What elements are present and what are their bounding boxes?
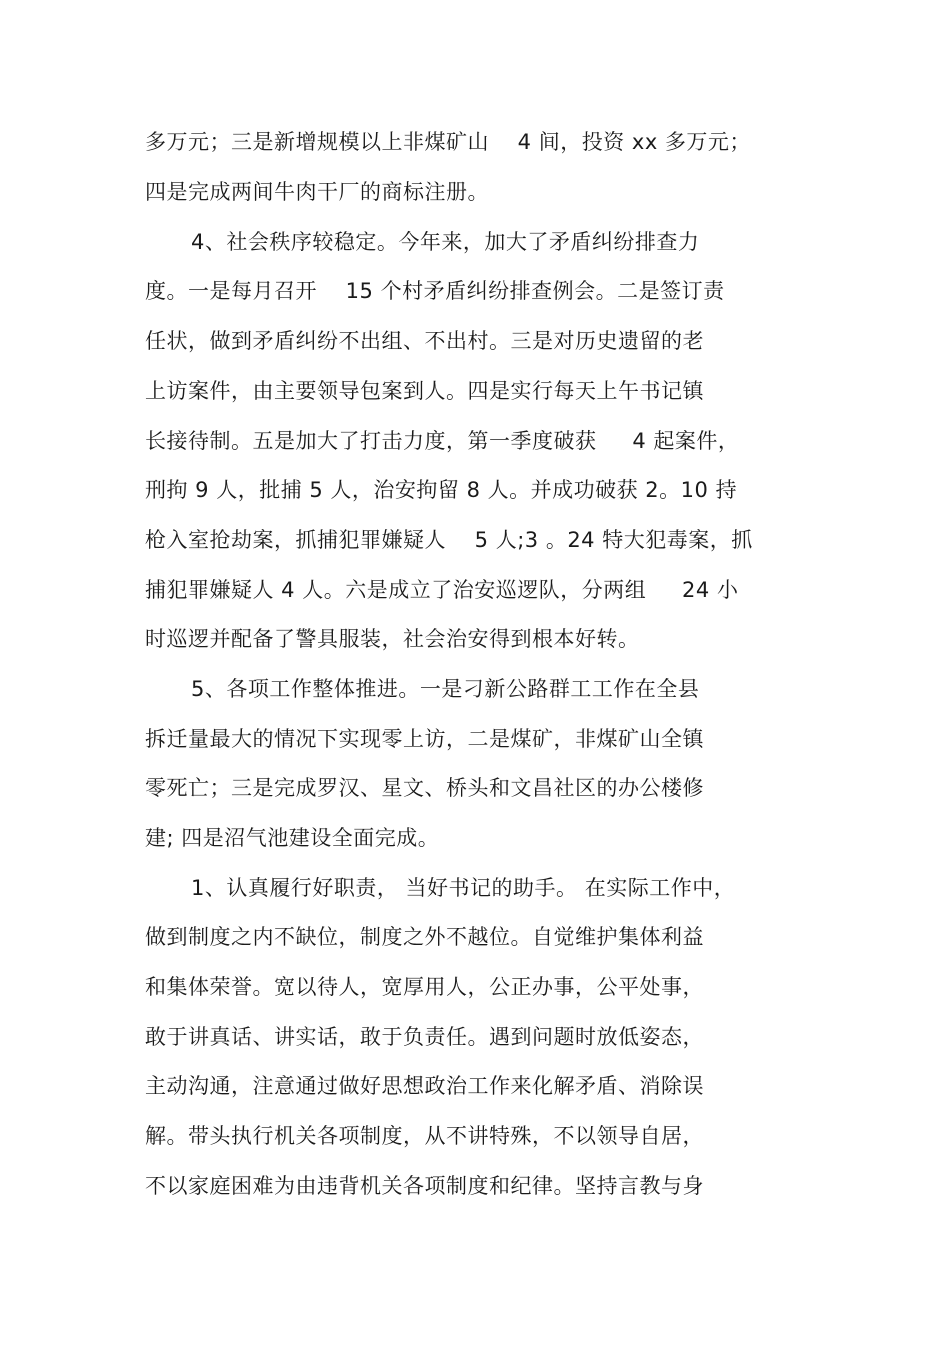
text-line: 四是完成两间牛肉干厂的商标注册。 bbox=[145, 180, 489, 204]
text-line: 和集体荣誉。宽以待人，宽厚用人，公正办事，公平处事， bbox=[145, 975, 704, 999]
text-line: 多万元；三是新增规模以上非煤矿山 4 间，投资 xx 多万元； bbox=[145, 130, 751, 154]
text-line: 不以家庭困难为由违背机关各项制度和纪律。坚持言教与身 bbox=[145, 1174, 704, 1198]
text-line: 枪入室抢劫案，抓捕犯罪嫌疑人 5 人;3 。24 特大犯毒案，抓 bbox=[145, 528, 753, 552]
text-line: 任状，做到矛盾纠纷不出组、不出村。三是对历史遗留的老 bbox=[145, 329, 704, 353]
text-line: 捕犯罪嫌疑人 4 人。六是成立了治安巡逻队，分两组 24 小 bbox=[145, 578, 739, 602]
text-line: 时巡逻并配备了警具服装，社会治安得到根本好转。 bbox=[145, 627, 640, 651]
text-line: 建; 四是沼气池建设全面完成。 bbox=[145, 826, 440, 850]
paragraph-start-line: 1、认真履行好职责， 当好书记的助手。 在实际工作中， bbox=[191, 876, 736, 900]
text-line: 解。带头执行机关各项制度，从不讲特殊，不以领导自居， bbox=[145, 1124, 704, 1148]
text-line: 刑拘 9 人，批捕 5 人，治安拘留 8 人。并成功破获 2。10 持 bbox=[145, 478, 738, 502]
paragraph-start-line: 5、各项工作整体推进。一是刁新公路群工工作在全县 bbox=[191, 677, 700, 701]
text-line: 主动沟通，注意通过做好思想政治工作来化解矛盾、消除误 bbox=[145, 1074, 704, 1098]
text-line: 零死亡；三是完成罗汉、星文、桥头和文昌社区的办公楼修 bbox=[145, 776, 704, 800]
text-line: 拆迁量最大的情况下实现零上访，二是煤矿，非煤矿山全镇 bbox=[145, 727, 704, 751]
paragraph-start-line: 4、社会秩序较稳定。今年来，加大了矛盾纠纷排查力 bbox=[191, 230, 700, 254]
text-line: 做到制度之内不缺位，制度之外不越位。自觉维护集体利益 bbox=[145, 925, 704, 949]
text-line: 上访案件，由主要领导包案到人。四是实行每天上午书记镇 bbox=[145, 379, 704, 403]
text-line: 长接待制。五是加大了打击力度，第一季度破获 4 起案件， bbox=[145, 429, 740, 453]
text-line: 敢于讲真话、讲实话，敢于负责任。遇到问题时放低姿态， bbox=[145, 1025, 704, 1049]
text-line: 度。一是每月召开 15 个村矛盾纠纷排查例会。二是签订责 bbox=[145, 279, 725, 303]
